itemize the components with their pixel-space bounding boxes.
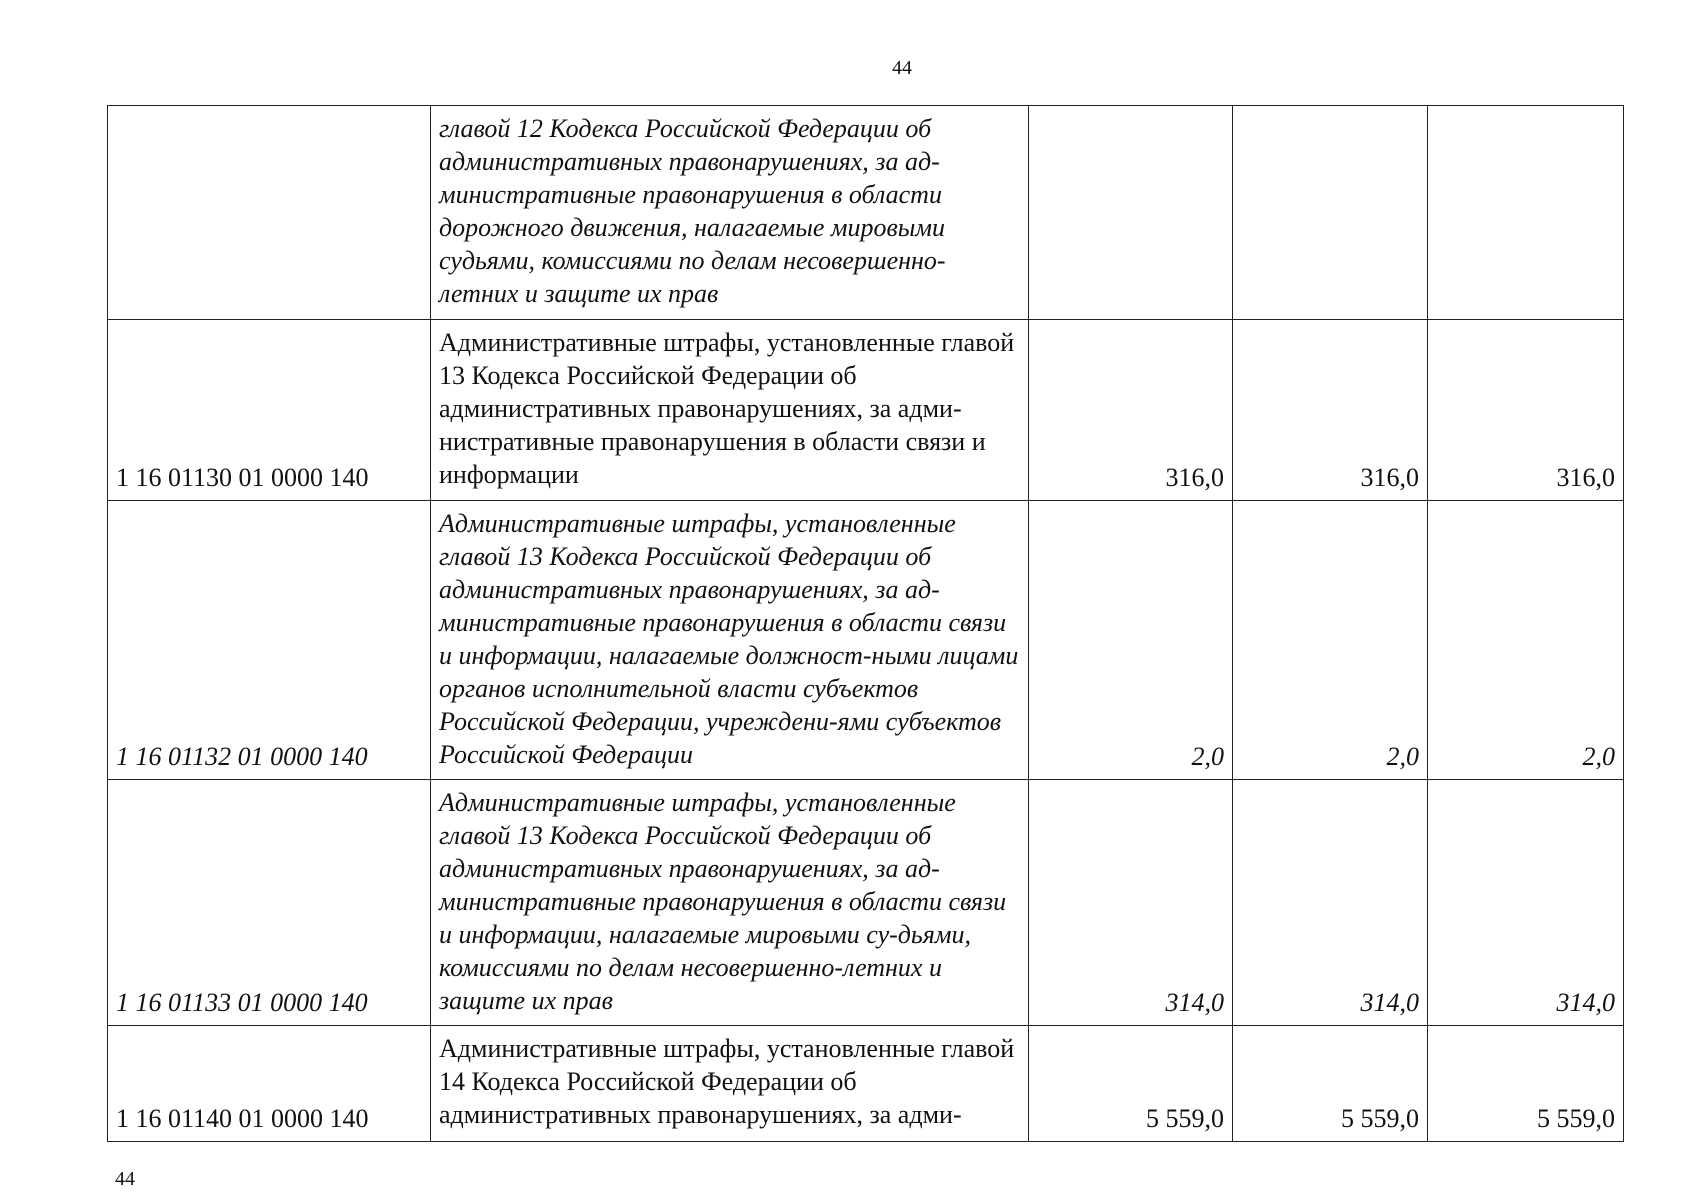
table-row <box>108 780 1624 1026</box>
row-value-1: 314,0 <box>1029 780 1233 1026</box>
row-code: 1 16 01140 01 0000 140 <box>108 1026 431 1142</box>
budget-table <box>107 105 1624 1142</box>
table-row <box>108 1026 1624 1142</box>
table-row <box>108 320 1624 501</box>
row-code: 1 16 01133 01 0000 140 <box>108 780 431 1026</box>
row-value-2: 316,0 <box>1233 320 1428 501</box>
row-value-3 <box>1428 106 1624 320</box>
row-value-2 <box>1233 106 1428 320</box>
table-row <box>108 501 1624 780</box>
row-code <box>108 106 431 320</box>
page-number-bottom: 44 <box>115 1168 135 1190</box>
row-value-1: 5 559,0 <box>1029 1026 1233 1142</box>
row-value-1 <box>1029 106 1233 320</box>
row-value-3: 5 559,0 <box>1428 1026 1624 1142</box>
row-value-3: 2,0 <box>1428 501 1624 780</box>
row-code: 1 16 01132 01 0000 140 <box>108 501 431 780</box>
row-value-1: 316,0 <box>1029 320 1233 501</box>
row-description: Административные штрафы, установленные главой 13 Кодекса Российской Федерации об административных правонарушениях, за ад-министративные правонарушения в области связи и информации, налагаемые мировыми су-дьями, комиссиями по делам несовершенно-летних и защите их прав <box>431 780 1029 1026</box>
row-description: главой 12 Кодекса Российской Федерации об административных правонарушениях, за ад-министративные правонарушения в области дорожного движения, налагаемые мировыми судьями, комиссиями по делам несовершенно-летних и защите их прав <box>431 106 1029 320</box>
row-value-3: 314,0 <box>1428 780 1624 1026</box>
row-description: Административные штрафы, установленные главой 13 Кодекса Российской Федерации об административных правонарушениях, за ад-министративные правонарушения в области связи и информации, налагаемые должност-ными лицами органов исполнительной власти субъектов Российской Федерации, учреждени-ями субъектов Российской Федерации <box>431 501 1029 780</box>
table-row <box>108 106 1624 320</box>
row-value-2: 314,0 <box>1233 780 1428 1026</box>
row-code: 1 16 01130 01 0000 140 <box>108 320 431 501</box>
row-value-3: 316,0 <box>1428 320 1624 501</box>
row-description: Административные штрафы, установленные главой 13 Кодекса Российской Федерации об административных правонарушениях, за адми-нистративные правонарушения в области связи и информации <box>431 320 1029 501</box>
row-description: Административные штрафы, установленные главой 14 Кодекса Российской Федерации об административных правонарушениях, за адми- <box>431 1026 1029 1142</box>
row-value-2: 2,0 <box>1233 501 1428 780</box>
row-value-2: 5 559,0 <box>1233 1026 1428 1142</box>
row-value-1: 2,0 <box>1029 501 1233 780</box>
page-number-top: 44 <box>892 57 912 79</box>
